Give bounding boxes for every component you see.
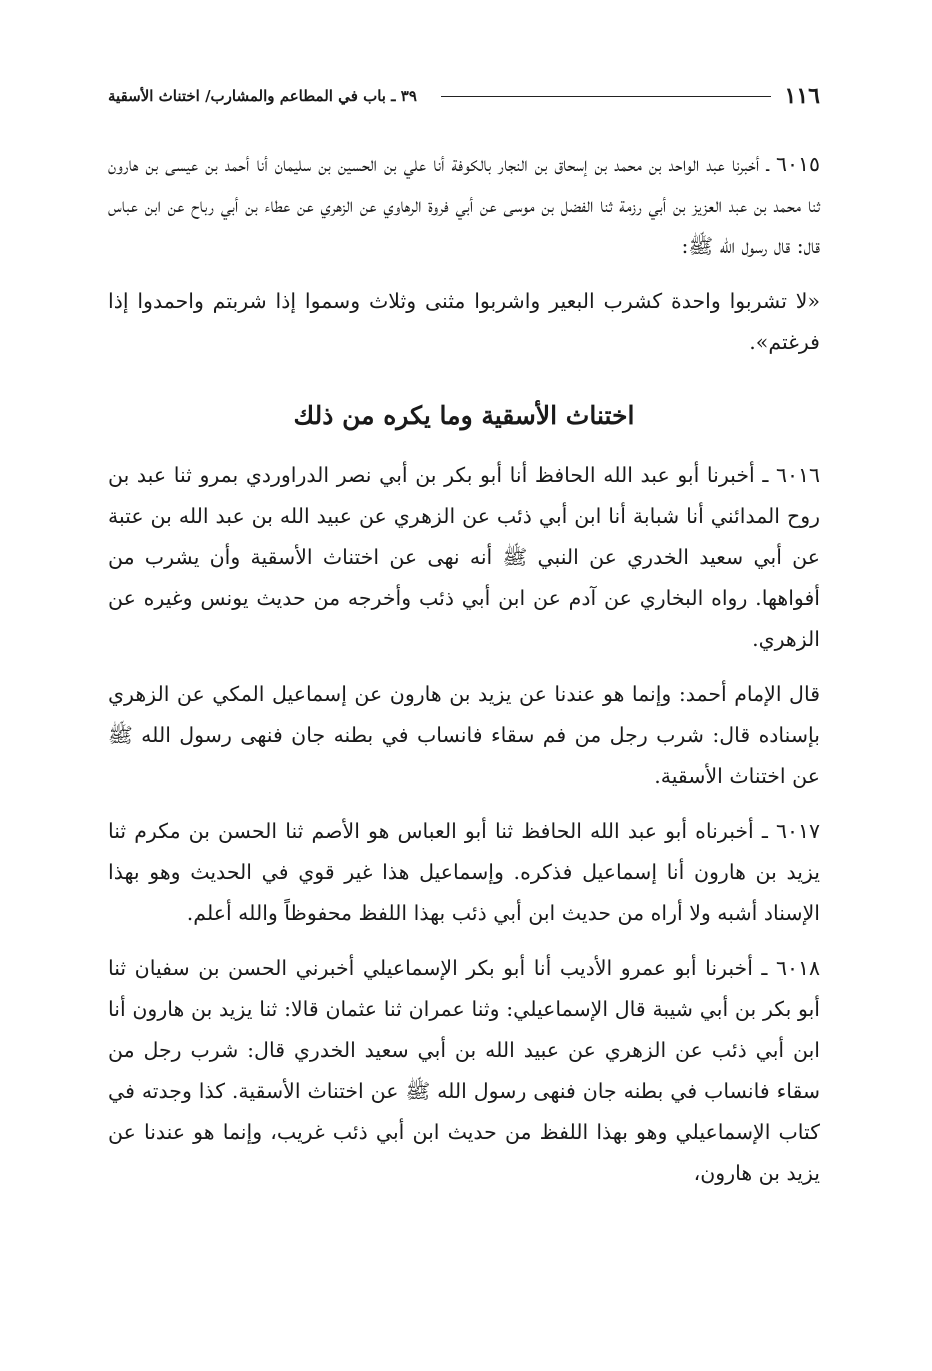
imam-ahmad-comment: قال الإمام أحمد: وإنما هو عندنا عن يزيد بن هارون عن إسماعيل المكي عن الزهري بإسناده قال: شرب رجل من فم سقاء فانساب في بطنه جان فنهى رسول الله ﷺ عن اختناث الأسقية. [108,682,820,788]
page-header [108,78,820,114]
page-number: ١١٦ [784,83,820,109]
running-title: ٣٩ ـ باب في المطاعم والمشارب/ اختناث الأسقية [108,87,417,105]
hadith-6015-paragraph: ٦٠١٥ ـ أخبرنا عبد الواحد بن محمد بن إسحاق بن النجار بالكوفة أنا علي بن الحسين بن سليمان أنا أحمد بن عيسى بن هارون ثنا محمد بن عبد العزيز بن أبي رزمة ثنا الفضل بن موسى عن أبي فروة الرهاوي عن الزهري عن عطاء بن أبي رباح عن ابن عباس قال: قال رسول الله ﷺ: [108,152,821,258]
hadith-6016-paragraph: ٦٠١٦ ـ أخبرنا أبو عبد الله الحافظ أنا أبو بكر بن أبي نصر الدراوردي بمرو ثنا عبد بن روح المدائني أنا شبابة أنا ابن أبي ذئب عن الزهري عن عبيد الله بن عبد الله بن عتبة عن أبي سعيد الخدري عن النبي ﷺ أنه نهى عن اختناث الأسقية وأن يشرب من أفواهها. رواه البخاري عن آدم عن ابن أبي ذئب وأخرجه من حديث يونس وغيره عن الزهري. [108,463,820,651]
section-title: اختناث الأسقية وما يكره من ذلك [293,401,635,430]
book-page [108,78,820,1194]
header-rule [441,96,771,97]
hadith-6015-quote: «لا تشربوا واحدة كشرب البعير واشربوا مثنى وثلاث وسموا إذا شربتم واحمدوا إذا فرغتم». [108,289,820,354]
hadith-6017-paragraph: ٦٠١٧ ـ أخبرناه أبو عبد الله الحافظ ثنا أبو العباس هو الأصم ثنا الحسن بن مكرم ثنا يزيد بن هارون أنا إسماعيل فذكره. وإسماعيل هذا غير قوي في الحديث وهو بهذا الإسناد أشبه ولا أراه من حديث ابن أبي ذئب بهذا اللفظ محفوظاً والله أعلم. [108,819,820,925]
hadith-6018-paragraph: ٦٠١٨ ـ أخبرنا أبو عمرو الأديب أنا أبو بكر الإسماعيلي أخبرني الحسن بن سفيان ثنا أبو بكر بن أبي شيبة قال الإسماعيلي: وثنا عمران ثنا عثمان قالا: ثنا يزيد بن هارون أنا ابن أبي ذئب عن الزهري عن عبيد الله بن أبي سعيد الخدري قال: شرب رجل من سقاء فانساب في بطنه جان فنهى رسول الله ﷺ عن اختناث الأسقية. كذا وجدته في كتاب الإسماعيلي وهو بهذا اللفظ من حديث ابن أبي ذئب غريب، وإنما هو عندنا عن يزيد بن هارون، [108,956,820,1185]
